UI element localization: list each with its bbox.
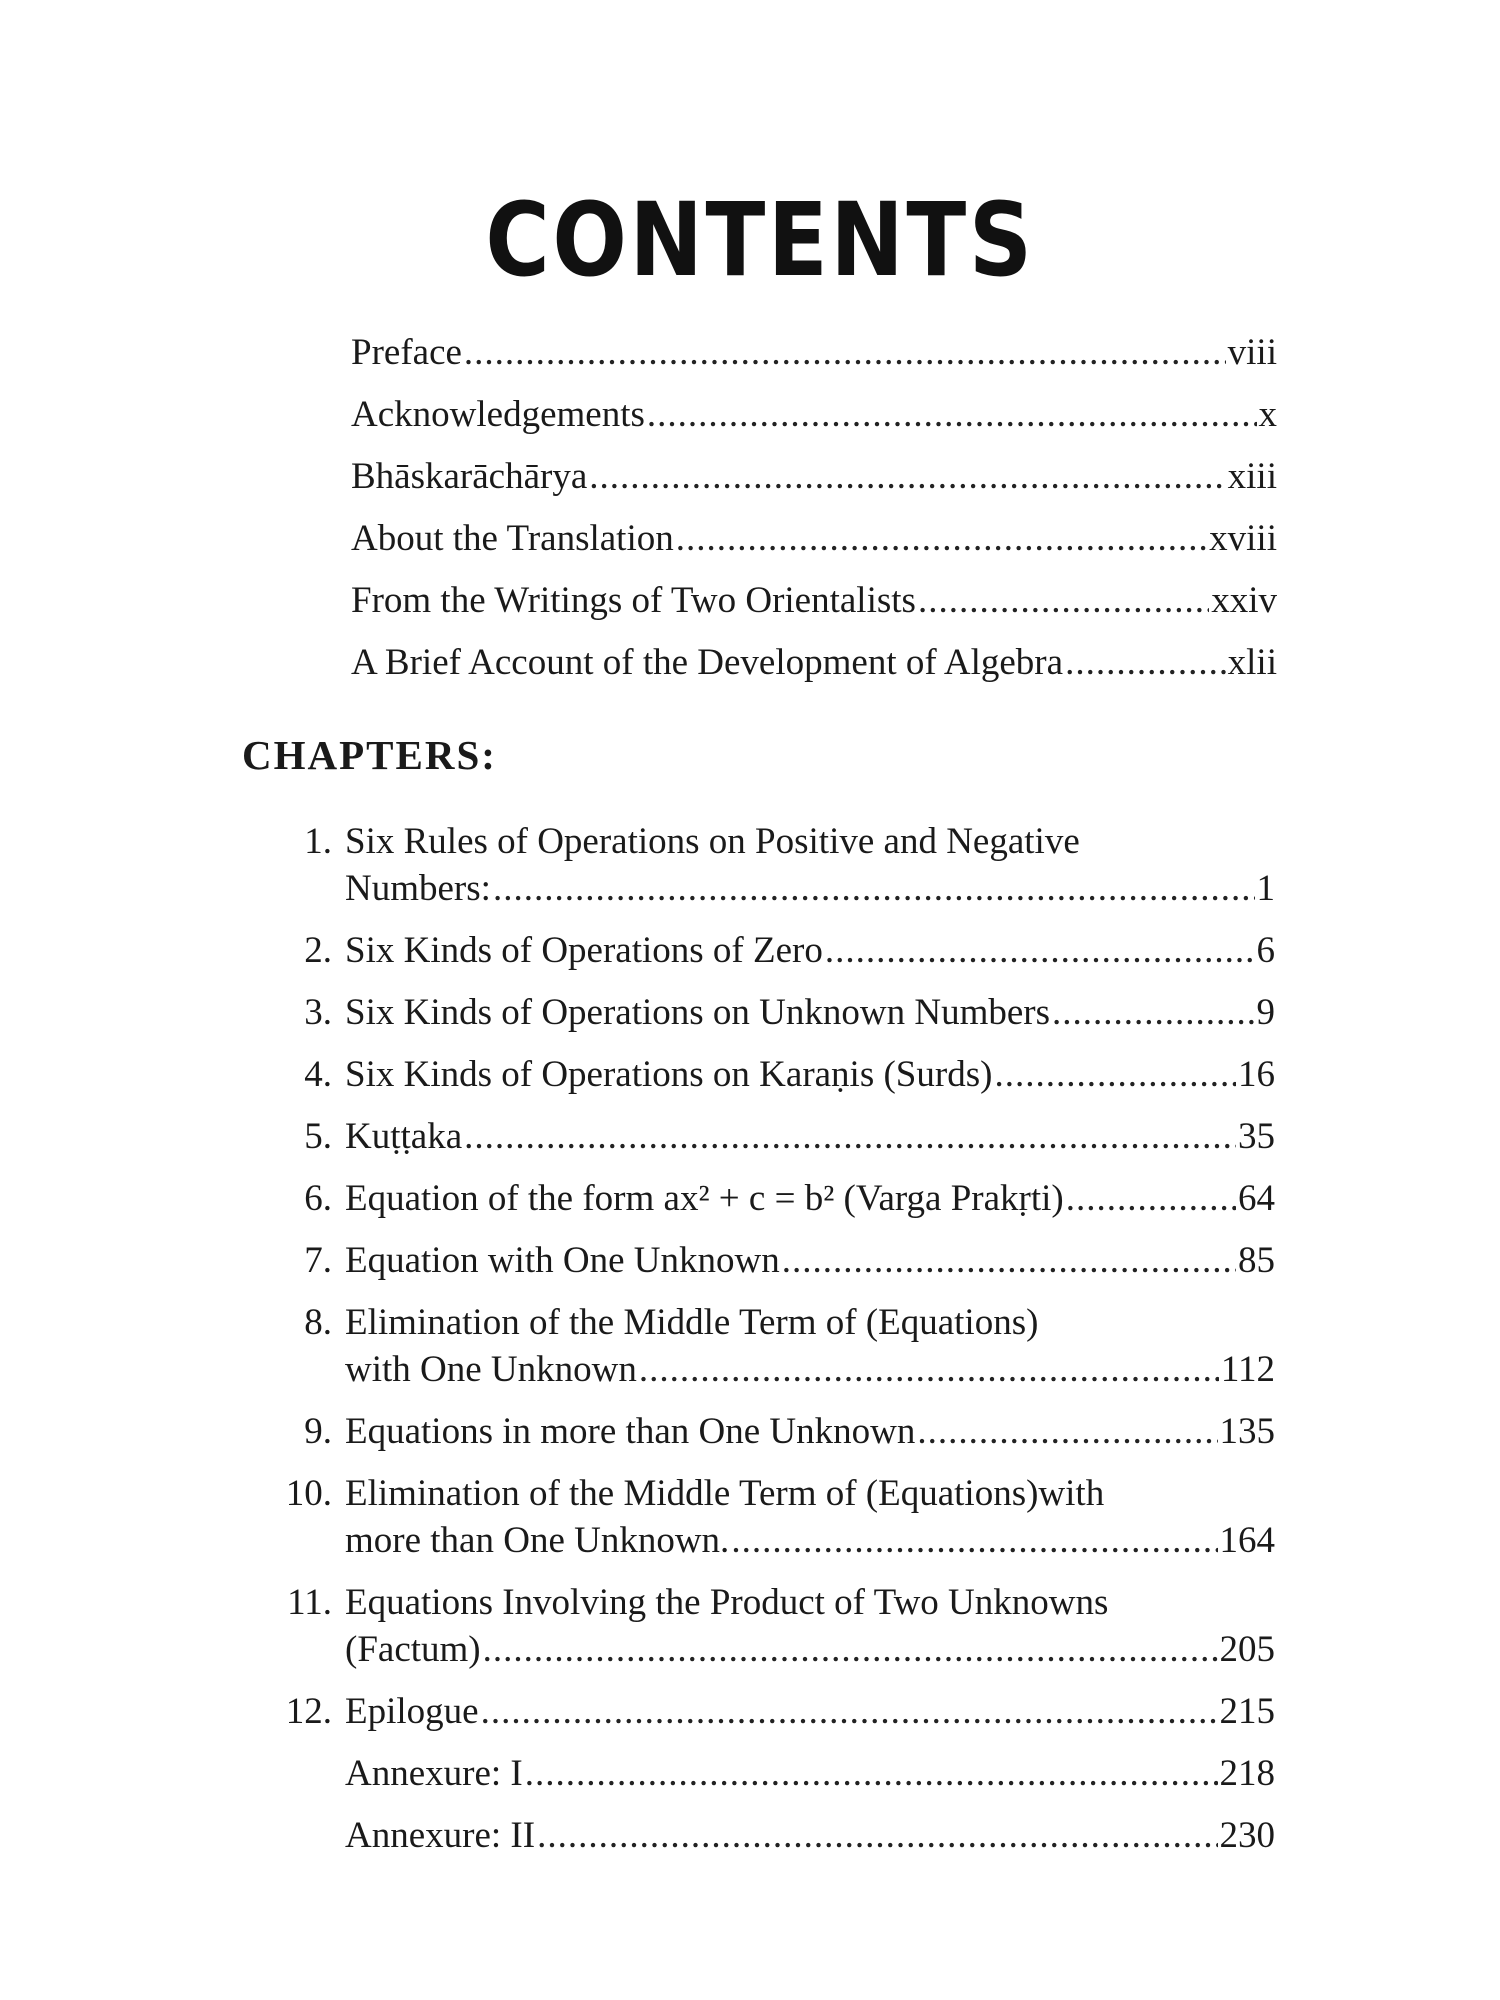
- dot-leader: [918, 570, 1209, 632]
- chapter-page-number: 218: [1219, 1753, 1275, 1794]
- page-title: CONTENTS: [485, 181, 1035, 301]
- chapter-entry: [260, 989, 1275, 1036]
- chapter-page-number: 230: [1219, 1815, 1275, 1856]
- chapter-page-number: 135: [1219, 1411, 1275, 1452]
- chapters-list: [260, 818, 1275, 1874]
- chapter-number: [260, 1812, 345, 1859]
- toc-entry: [351, 446, 1277, 508]
- dot-leader: [639, 1346, 1219, 1393]
- chapter-body: [345, 989, 1275, 1036]
- chapter-leader-line: [345, 1113, 1275, 1160]
- chapter-leader-line: [345, 1626, 1275, 1673]
- chapter-entry: [260, 927, 1275, 974]
- entry-title: A Brief Account of the Development of Algebra: [351, 642, 1064, 683]
- dot-leader: [483, 1626, 1218, 1673]
- chapter-title-line: Equations Involving the Product of Two Unknowns: [345, 1582, 1109, 1623]
- chapter-number: 10.: [285, 1473, 332, 1514]
- chapter-entry: [260, 1299, 1275, 1393]
- chapter-number: 12.: [285, 1691, 332, 1732]
- dot-leader: [1052, 989, 1254, 1036]
- chapter-title-line: Elimination of the Middle Term of (Equations): [345, 1302, 1039, 1343]
- chapter-title: with One Unknown: [345, 1349, 637, 1390]
- chapter-leader-line: [345, 1346, 1275, 1393]
- chapter-entry: [260, 1051, 1275, 1098]
- entry-title: About the Translation: [351, 518, 674, 559]
- chapter-body: [345, 1579, 1275, 1673]
- chapter-page-number: 112: [1220, 1349, 1275, 1390]
- chapter-entry: [260, 818, 1275, 912]
- chapter-leader-line: [345, 1237, 1275, 1284]
- toc-entry: [351, 570, 1277, 632]
- chapter-page-number: 9: [1256, 992, 1275, 1033]
- chapter-title: Equation with One Unknown: [345, 1240, 780, 1281]
- chapter-leader-line: [345, 1051, 1275, 1098]
- chapter-title: Six Kinds of Operations of Zero: [345, 930, 823, 971]
- chapter-title: Annexure: II: [345, 1815, 536, 1856]
- chapter-entry: [260, 1113, 1275, 1160]
- chapter-title: Equations in more than One Unknown: [345, 1411, 916, 1452]
- chapter-page-number: 215: [1219, 1691, 1275, 1732]
- chapter-body: [345, 1408, 1275, 1455]
- toc-entry: [351, 632, 1277, 694]
- dot-leader: [464, 1113, 1236, 1160]
- chapter-number: 9.: [304, 1411, 332, 1452]
- chapter-leader-line: [345, 1175, 1275, 1222]
- dot-leader: [1065, 632, 1226, 694]
- dot-leader: [481, 1688, 1218, 1735]
- chapter-entry: [260, 1175, 1275, 1222]
- dot-leader: [493, 865, 1255, 912]
- chapter-leader-line: [345, 1688, 1275, 1735]
- dot-leader: [676, 508, 1207, 570]
- dot-leader: [589, 446, 1225, 508]
- chapter-title: (Factum): [345, 1629, 481, 1670]
- chapter-leader-line: [345, 1812, 1275, 1859]
- chapter-page-number: 164: [1219, 1520, 1275, 1561]
- dot-leader: [917, 1408, 1217, 1455]
- chapter-page-number: 6: [1256, 930, 1275, 971]
- dot-leader: [1066, 1175, 1236, 1222]
- chapter-number: 4.: [304, 1054, 332, 1095]
- chapter-body: [345, 1299, 1275, 1393]
- toc-entry: [351, 384, 1277, 446]
- chapter-entry: [260, 1812, 1275, 1859]
- chapter-title: Epilogue: [345, 1691, 479, 1732]
- chapter-page-number: 85: [1238, 1240, 1275, 1281]
- chapter-number: 3.: [304, 992, 332, 1033]
- entry-page-number: xiii: [1227, 456, 1277, 497]
- chapter-title: Equation of the form ax² + c = b² (Varga Prakṛti): [345, 1178, 1064, 1219]
- chapter-body: [345, 927, 1275, 974]
- toc-entry: [351, 322, 1277, 384]
- front-matter-list: [351, 322, 1277, 694]
- entry-page-number: xlii: [1227, 642, 1277, 683]
- chapter-body: [345, 818, 1275, 912]
- chapter-page-number: 64: [1238, 1178, 1275, 1219]
- entry-title: Preface: [351, 332, 462, 373]
- chapter-number: 11.: [287, 1582, 332, 1623]
- chapter-leader-line: [345, 1408, 1275, 1455]
- chapter-leader-line: [345, 865, 1275, 912]
- chapter-page-number: 16: [1238, 1054, 1275, 1095]
- chapter-entry: [260, 1237, 1275, 1284]
- dot-leader: [825, 927, 1255, 974]
- dot-leader: [731, 1517, 1217, 1564]
- chapter-title: Annexure: I: [345, 1753, 523, 1794]
- chapter-entry: [260, 1750, 1275, 1797]
- chapter-body: [345, 1113, 1275, 1160]
- chapter-body: [345, 1175, 1275, 1222]
- chapter-entry: [260, 1470, 1275, 1564]
- chapter-title: Six Kinds of Operations on Karaṇis (Surds): [345, 1054, 993, 1095]
- chapter-number: 6.: [304, 1178, 332, 1219]
- chapter-title-line: Six Rules of Operations on Positive and Negative: [345, 821, 1080, 862]
- dot-leader: [647, 384, 1257, 446]
- toc-entry: [351, 508, 1277, 570]
- chapter-title-line: Elimination of the Middle Term of (Equations)with: [345, 1473, 1105, 1514]
- chapter-entry: [260, 1688, 1275, 1735]
- chapter-number: 1.: [304, 821, 332, 862]
- chapter-leader-line: [345, 1750, 1275, 1797]
- chapter-title: Numbers:: [345, 868, 491, 909]
- entry-page-number: xxiv: [1211, 580, 1277, 621]
- chapter-number: [260, 1750, 345, 1797]
- chapter-body: [345, 1812, 1275, 1859]
- chapter-number: 5.: [304, 1116, 332, 1157]
- dot-leader: [525, 1750, 1218, 1797]
- entry-title: From the Writings of Two Orientalists: [351, 580, 916, 621]
- chapter-number: 8.: [304, 1302, 332, 1343]
- chapter-number: 2.: [304, 930, 332, 971]
- chapter-entry: [260, 1579, 1275, 1673]
- chapter-body: [345, 1750, 1275, 1797]
- entry-title: Acknowledgements: [351, 394, 645, 435]
- chapter-title: more than One Unknown.: [345, 1520, 730, 1561]
- chapter-page-number: 1: [1256, 868, 1275, 909]
- dot-leader: [464, 322, 1226, 384]
- chapter-leader-line: [345, 1517, 1275, 1564]
- entry-page-number: viii: [1227, 332, 1277, 373]
- chapter-title: Kuṭṭaka: [345, 1116, 463, 1157]
- entry-page-number: xviii: [1209, 518, 1277, 559]
- chapter-body: [345, 1237, 1275, 1284]
- chapter-page-number: 205: [1219, 1629, 1275, 1670]
- chapters-heading: CHAPTERS:: [242, 732, 497, 778]
- chapter-body: [345, 1051, 1275, 1098]
- entry-page-number: x: [1258, 394, 1277, 435]
- chapter-title: Six Kinds of Operations on Unknown Numbers: [345, 992, 1051, 1033]
- chapter-leader-line: [345, 989, 1275, 1036]
- chapter-page-number: 35: [1238, 1116, 1275, 1157]
- dot-leader: [782, 1237, 1236, 1284]
- chapter-body: [345, 1470, 1275, 1564]
- chapter-entry: [260, 1408, 1275, 1455]
- chapter-leader-line: [345, 927, 1275, 974]
- entry-title: Bhāskarāchārya: [351, 456, 588, 497]
- chapter-body: [345, 1688, 1275, 1735]
- chapter-number: 7.: [304, 1240, 332, 1281]
- dot-leader: [537, 1812, 1217, 1859]
- dot-leader: [994, 1051, 1236, 1098]
